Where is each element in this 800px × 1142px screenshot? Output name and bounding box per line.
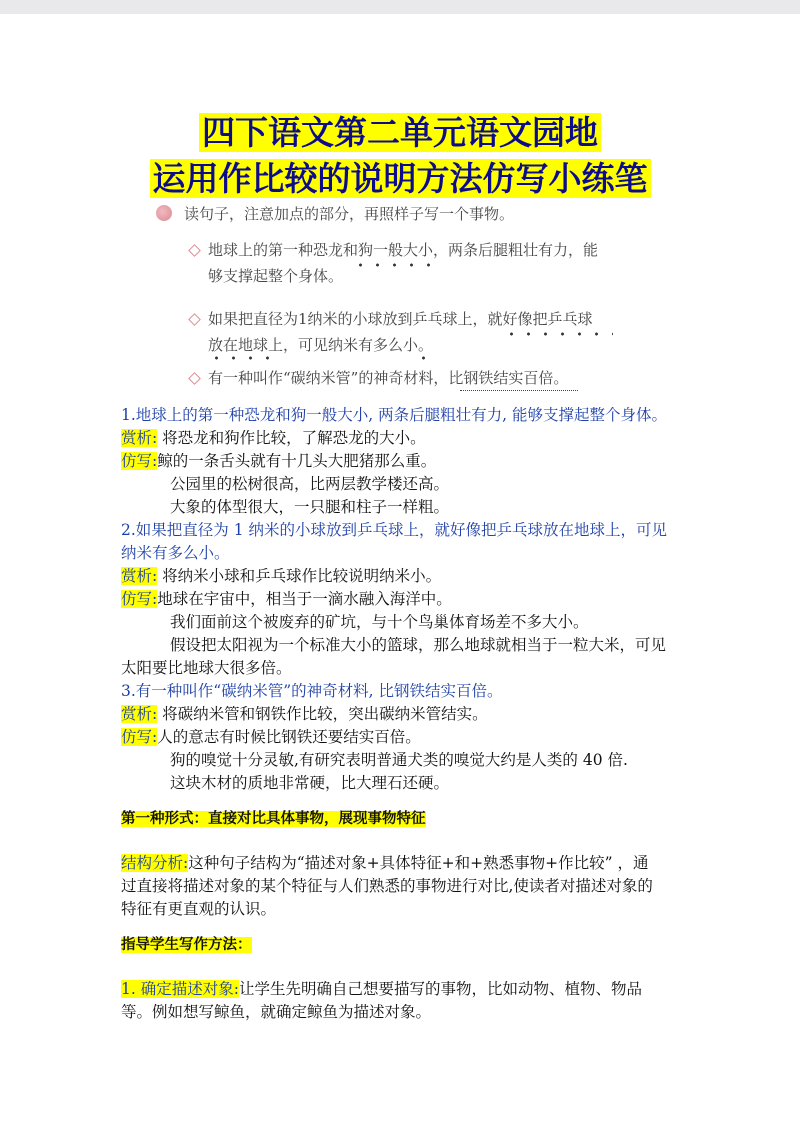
diamond-bullet-icon xyxy=(188,244,201,257)
example-3-imitation-1: 仿写:人的意志有时候比钢铁还要结实百倍。 xyxy=(121,728,421,746)
example-2-appreciation: 赏析: 将纳米小球和乒乓球作比较说明纳米小。 xyxy=(121,567,442,585)
textbook-item-2-line-2: 放在地球上，可见纳米有多么小。 xyxy=(208,336,434,354)
example-2-imitation-3-line-1: 假设把太阳视为一个标准大小的篮球，那么地球就相当于一粒大米，可见 xyxy=(170,636,667,654)
example-2-imitation-1: 仿写:地球在宇宙中，相当于一滴水融入海洋中。 xyxy=(121,590,452,608)
textbook-item-1-line-2: 够支撑起整个身体。 xyxy=(208,267,344,285)
example-2-imitation-2: 我们面前这个被废弃的矿坑，与十个鸟巢体育场差不多大小。 xyxy=(170,613,589,631)
example-3-imitation-3: 这块木材的质地非常硬，比大理石还硬。 xyxy=(170,774,450,792)
emphasis-dots xyxy=(352,262,438,268)
textbook-instruction: 读句子，注意加点的部分，再照样子写一个事物。 xyxy=(184,205,515,223)
example-1-imitation-1: 仿写:鲸的一条舌头就有十几头大肥猪那么重。 xyxy=(121,452,437,470)
imitation-label: 仿写: xyxy=(121,452,158,470)
method-heading: 指导学生写作方法： xyxy=(121,937,252,953)
read-icon xyxy=(156,205,172,221)
emphasis-dots xyxy=(415,355,435,361)
imitation-label: 仿写: xyxy=(121,728,158,746)
page-title-line-1: 四下语文第二单元语文园地 xyxy=(0,112,800,154)
form-heading: 第一种形式：直接对比具体事物，展现事物特征 xyxy=(121,811,426,827)
example-1-imitation-2: 公园里的松树很高，比两层教学楼还高。 xyxy=(170,475,450,493)
example-3-imitation-2: 狗的嗅觉十分灵敏,有研究表明普通犬类的嗅觉大约是人类的 40 倍. xyxy=(170,751,628,769)
example-2-imitation-3-line-2: 太阳要比地球大很多倍。 xyxy=(121,659,292,677)
analysis-label: 结构分析: xyxy=(121,854,189,872)
analysis-line-1: 结构分析:这种句子结构为“描述对象+具体特征+和+熟悉事物+作比较” ，通 xyxy=(121,854,649,872)
textbook-item-3-line-1: 有一种叫作“碳纳米管”的神奇材料，比钢铁结实百倍。 xyxy=(208,369,569,387)
textbook-item-1-line-1: 地球上的第一种恐龙和狗一般大小，两条后腿粗壮有力，能 xyxy=(208,241,599,259)
example-3-sentence: 3.有一种叫作“碳纳米管”的神奇材料, 比钢铁结实百倍。 xyxy=(121,682,503,700)
example-2-sentence-line-1: 2.如果把直径为 1 纳米的小球放到乒乓球上，就好像把乒乓球放在地球上，可见 xyxy=(121,521,668,539)
emphasis-dots xyxy=(208,355,278,361)
example-1-appreciation: 赏析: 将恐龙和狗作比较，了解恐龙的大小。 xyxy=(121,429,426,447)
analysis-line-2: 过直接将描述对象的某个特征与人们熟悉的事物进行对比,使读者对描述对象的 xyxy=(121,877,653,895)
diamond-bullet-icon xyxy=(188,313,201,326)
appreciation-label: 赏析: xyxy=(121,429,158,447)
step-1-line-2: 等。例如想写鲸鱼，就确定鲸鱼为描述对象。 xyxy=(121,1003,432,1021)
diamond-bullet-icon xyxy=(188,372,201,385)
example-2-sentence-line-2: 纳米有多么小。 xyxy=(121,544,230,562)
step-1-label: 1. 确定描述对象: xyxy=(121,980,239,998)
example-3-appreciation: 赏析: 将碳纳米管和钢铁作比较，突出碳纳米管结实。 xyxy=(121,705,488,723)
emphasis-underline xyxy=(460,384,578,391)
top-bar xyxy=(0,0,800,14)
step-1-line-1: 1. 确定描述对象:让学生先明确自己想要描写的事物，比如动物、植物、物品 xyxy=(121,980,642,998)
example-1-sentence: 1.地球上的第一种恐龙和狗一般大小, 两条后腿粗壮有力, 能够支撑起整个身体。 xyxy=(121,406,667,424)
imitation-label: 仿写: xyxy=(121,590,158,608)
textbook-item-2-line-1: 如果把直径为1纳米的小球放到乒乓球上，就好像把乒乓球 xyxy=(208,310,593,328)
appreciation-label: 赏析: xyxy=(121,705,158,723)
appreciation-label: 赏析: xyxy=(121,567,158,585)
analysis-line-3: 特征有更直观的认识。 xyxy=(121,900,277,918)
page-title-line-2: 运用作比较的说明方法仿写小练笔 xyxy=(0,158,800,200)
example-1-imitation-3: 大象的体型很大，一只腿和柱子一样粗。 xyxy=(170,498,450,516)
emphasis-dots xyxy=(503,331,613,337)
